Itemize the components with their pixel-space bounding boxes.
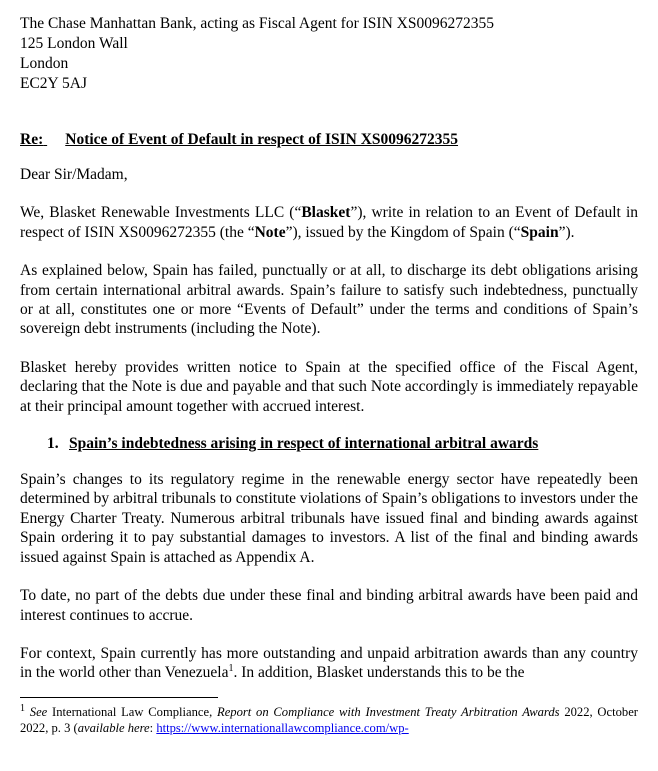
regulatory-paragraph: Spain’s changes to its regulatory regime in the renewable energy sector have repeatedly been determined by arbitral tribunals to constitute violations of Spain’s obligations to investors under the Energy Charter Treaty. Numerous arbitral tribunals have issued final and binding awards against Spain ordering it to pay substantial damages to investors. A list of the final and binding awards issued against Spain is attached as Appendix A. bbox=[20, 471, 638, 566]
footnote-report-title: Report on Compliance with Investment Treaty Arbitration Awards bbox=[217, 704, 560, 719]
re-line bbox=[20, 130, 638, 150]
intro-text-1: We, Blasket Renewable Investments LLC (“ bbox=[20, 204, 302, 222]
intro-text-2: ”), write in relation to an Event of Default in respect of ISIN XS0096272355 (the “ bbox=[20, 204, 638, 241]
footnote-text-2: 2022, October 2022, p. 3 ( bbox=[20, 704, 638, 735]
intro-paragraph bbox=[20, 203, 638, 242]
salutation: Dear Sir/Madam, bbox=[20, 166, 128, 183]
re-subject: Notice of Event of Default in respect of ISIN XS0096272355 bbox=[65, 131, 459, 148]
recipient-address bbox=[20, 14, 638, 94]
footnote-text-1: International Law Compliance, bbox=[47, 704, 218, 719]
re-gap bbox=[43, 130, 65, 150]
context-text-1: For context, Spain currently has more outstanding and unpaid arbitration awards than any country in the world other than Venezuela bbox=[20, 644, 638, 682]
footnote-separator bbox=[20, 697, 218, 698]
defined-term-spain: Spain bbox=[520, 223, 559, 241]
re-label: Re: bbox=[20, 131, 44, 148]
default-explanation-paragraph: As explained below, Spain has failed, punctually or at all, to discharge its debt obligations arising from certain international arbitral awards. Spain’s failure to satisfy such indebtedness, punctually or at all, constitutes one or more “Events of Default” under the terms and conditions of Spain’s sovereign debt instruments (including the Note). bbox=[20, 262, 638, 338]
intro-text-3: ”), issued by the Kingdom of Spain (“ bbox=[285, 223, 521, 241]
footnote-available-here: available here bbox=[77, 720, 150, 735]
context-paragraph bbox=[20, 644, 638, 683]
footnote-link[interactable]: https://www.internationallawcompliance.com/wp- bbox=[156, 720, 409, 735]
defined-term-blasket: Blasket bbox=[301, 204, 351, 222]
address-line-1: The Chase Manhattan Bank, acting as Fiscal Agent for ISIN XS0096272355 bbox=[20, 15, 494, 32]
address-line-3: London bbox=[20, 55, 69, 72]
footnote-see: See bbox=[29, 704, 48, 719]
footnote-mark: 1 bbox=[20, 702, 25, 714]
notice-paragraph: Blasket hereby provides written notice to Spain at the specified office of the Fiscal Agent, declaring that the Note is due and payable and that such Note accordingly is immediately repayable at their principal amount together with accrued interest. bbox=[20, 358, 638, 415]
context-text-2: . In addition, Blasket understands this to be the bbox=[233, 664, 525, 682]
section-1-heading bbox=[20, 434, 638, 454]
footnote-reference[interactable]: 1 bbox=[228, 663, 234, 675]
debts-paragraph: To date, no part of the debts due under these final and binding arbitral awards have been paid and interest continues to accrue. bbox=[20, 587, 638, 624]
section-title: Spain’s indebtedness arising in respect of international arbitral awards bbox=[69, 435, 539, 453]
defined-term-note: Note bbox=[254, 223, 286, 241]
address-line-4: EC2Y 5AJ bbox=[20, 75, 88, 92]
footnote-1 bbox=[20, 704, 638, 736]
address-line-2: 125 London Wall bbox=[20, 35, 128, 52]
intro-text-4: ”). bbox=[558, 223, 575, 241]
section-number: 1. bbox=[47, 435, 59, 453]
footnote-text-3: : bbox=[149, 720, 157, 735]
